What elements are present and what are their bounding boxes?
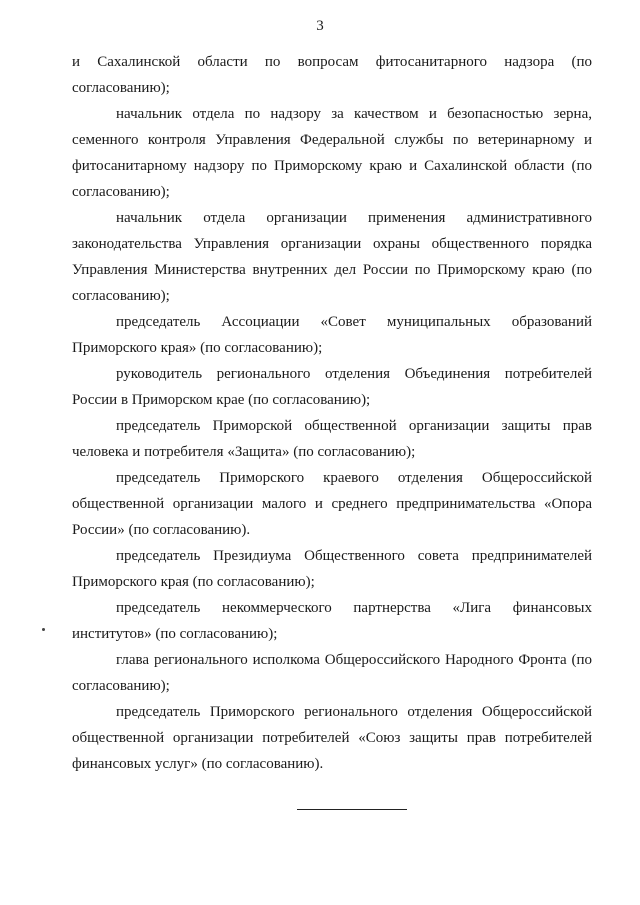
list-item: председатель Приморского регионального отделения Общероссийской общественной организации потребителей «Союз защиты прав потребителей финансовых услуг» (по согласованию).	[72, 704, 592, 772]
list-item: руководитель регионального отделения Объединения потребителей России в Приморском крае (по согласованию);	[72, 366, 592, 408]
page-number: 3	[316, 18, 324, 34]
list-item: председатель Президиума Общественного совета предпринимателей Приморского края (по согласованию);	[72, 548, 592, 590]
list-item: и Сахалинской области по вопросам фитосанитарного надзора (по согласованию);	[72, 54, 592, 96]
member-list	[72, 49, 592, 777]
list-item: глава регионального исполкома Общероссийского Народного Фронта (по согласованию);	[72, 652, 592, 694]
list-item: председатель Приморской общественной организации защиты прав человека и потребителя «Защита» (по согласованию);	[72, 418, 592, 460]
list-item: начальник отдела по надзору за качеством и безопасностью зерна, семенного контроля Управления Федеральной службы по ветеринарному и фитосанитарному надзору по Приморскому краю и Сахалинской области (по согласованию);	[72, 106, 592, 200]
list-item: председатель некоммерческого партнерства «Лига финансовых институтов» (по согласованию);	[72, 600, 592, 642]
end-divider	[297, 809, 407, 810]
list-item: начальник отдела организации применения административного законодательства Управления организации охраны общественного порядка Управления Министерства внутренних дел России по Приморскому краю (по согласованию);	[72, 210, 592, 304]
scan-mark	[42, 628, 45, 631]
list-item: председатель Приморского краевого отделения Общероссийской общественной организации малого и среднего предпринимательства «Опора России» (по согласованию).	[72, 470, 592, 538]
list-item: председатель Ассоциации «Совет муниципальных образований Приморского края» (по согласованию);	[72, 314, 592, 356]
